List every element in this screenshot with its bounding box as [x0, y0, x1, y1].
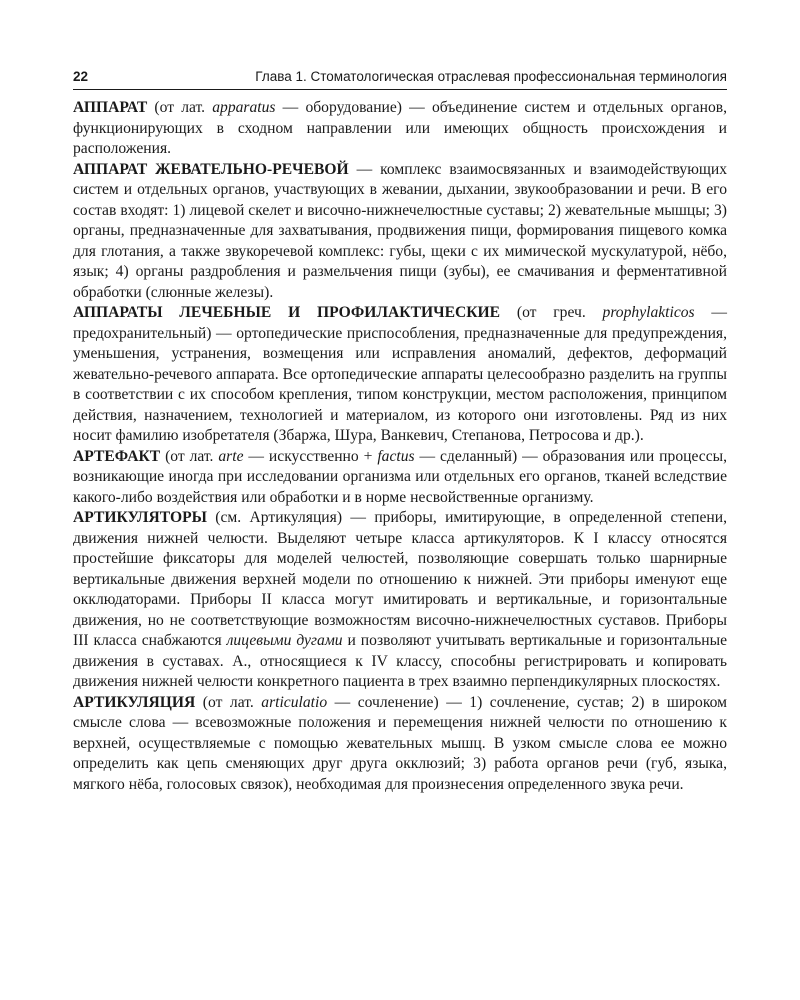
entry-apparaty-lechebnye [73, 303, 727, 447]
running-head [73, 68, 727, 90]
entry-text: — оборудование) — объединение систем и отдельных органов, функционирующих в сходном направлении или имеющих общность происхождения и расположения. [73, 99, 727, 157]
entry-text: — искусственно + [243, 447, 378, 465]
entry-apparat-zhevatelno-rechevoy [73, 160, 727, 304]
page-number: 22 [73, 69, 89, 84]
entry-term: АППАРАТЫ ЛЕЧЕБНЫЕ И ПРОФИЛАКТИЧЕСКИЕ [73, 304, 501, 321]
entry-artikulyatory [73, 508, 727, 693]
book-page [73, 68, 727, 795]
entry-text: — сделанный) — образования или процессы, возникающие иногда при исследовании организма или отдельных его органов, тканей вследствие какого-либо воздействия или обработки и в норме несвойственные организму. [73, 447, 727, 506]
entry-text: — сочленение) — 1) сочленение, сустав; 2) в широком смысле слова — всевозможные положения и перемещения нижней челюсти по отношению к верхней, осуществляемые с помощью жевательных мышц. В узком смысле слова ее можно определить как цепь сменяющих друг друга окклюзий; 3) работа органов речи (губ, языка, мягкого нёба, голосовых связок), необходимая для произнесения определенного звука речи. [73, 693, 727, 793]
greek-word: prophylakticos [602, 304, 695, 321]
chapter-title: Глава 1. Стоматологическая отраслевая профессиональная терминология [255, 69, 727, 84]
entry-text: (см. Артикуляция) — приборы, имитирующие, в определенной степени, движения нижней челюсти. Выделяют четыре класса артикуляторов. К I классу относятся простейшие фиксаторы для моделей челюстей, позволяющие совершать только шарнирные вертикальные движения верхней модели по отношению к нижней. Эти приборы именуют еще окклюдаторами. Приборы II класса могут имитировать и вертикальные, и горизонтальные движения, но не соответствующие возможностям височно-нижнечелюстных суставов. Приборы III класса снабжаются [73, 509, 727, 649]
entry-term: АППАРАТ ЖЕВАТЕЛЬНО-РЕЧЕВОЙ [73, 160, 349, 178]
italic-phrase: лицевыми дугами [226, 632, 343, 649]
entry-artefakt [73, 447, 727, 509]
entry-text: — предохранительный) — ортопедические приспособления, предназначенные для предупреждения, уменьшения, устранения, возмещения или исправления аномалий, дефектов, деформаций жевательно-речевого аппарата. Все ортопедические аппараты целесообразно разделить на группы в соответствии с их способом крепления, типом конструкции, местом расположения, принципом действия, назначением, технологией и материалом, из которого они изготовлены. Ряд из них носит фамилию изобретателя (Збаржа, Шура, Ванкевич, Степанова, Петросова и др.). [73, 304, 728, 444]
entry-text: (от лат. [160, 447, 219, 465]
latin-word: factus [377, 447, 415, 465]
latin-word: articulatio [261, 693, 328, 711]
entry-term: АРТЕФАКТ [73, 447, 161, 465]
entry-text: (от лат. [147, 99, 213, 116]
entry-apparat [73, 98, 727, 160]
entry-term: АРТИКУЛЯЦИЯ [73, 693, 196, 711]
entry-text: — комплекс взаимосвязанных и взаимодействующих систем и отдельных органов, участвующих в жевании, дыхании, звукообразовании и речи. В его состав входят: 1) лицевой скелет и височно-нижнечелюстные суставы; 2) жевательные мышцы; 3) органы, предназначенные для захватывания, продвижения пищи, формирования пищевого комка для глотания, а также звукоречевой комплекс: губы, щеки с их мимической мускулатурой, нёбо, язык; 4) органы раздробления и размельчения пищи (зубы), ее смачивания и ферментативной обработки (слюнные железы). [73, 160, 727, 301]
entry-term: АРТИКУЛЯТОРЫ [73, 509, 207, 526]
latin-word: apparatus [212, 99, 276, 116]
entry-text: и позволяют учитывать вертикальные и горизонтальные движения в суставах. А., относящиеся к IV классу, способны регистрировать и копировать движения нижней челюсти конкретного пациента в трех взаимно перпендикулярных плоскостях. [73, 632, 727, 690]
entry-artikulyatsiya [73, 693, 727, 796]
glossary-entries [73, 98, 727, 795]
entry-term: АППАРАТ [73, 99, 148, 116]
latin-word: arte [218, 447, 244, 465]
entry-text: (от греч. [500, 304, 603, 321]
entry-text: (от лат. [195, 693, 262, 711]
